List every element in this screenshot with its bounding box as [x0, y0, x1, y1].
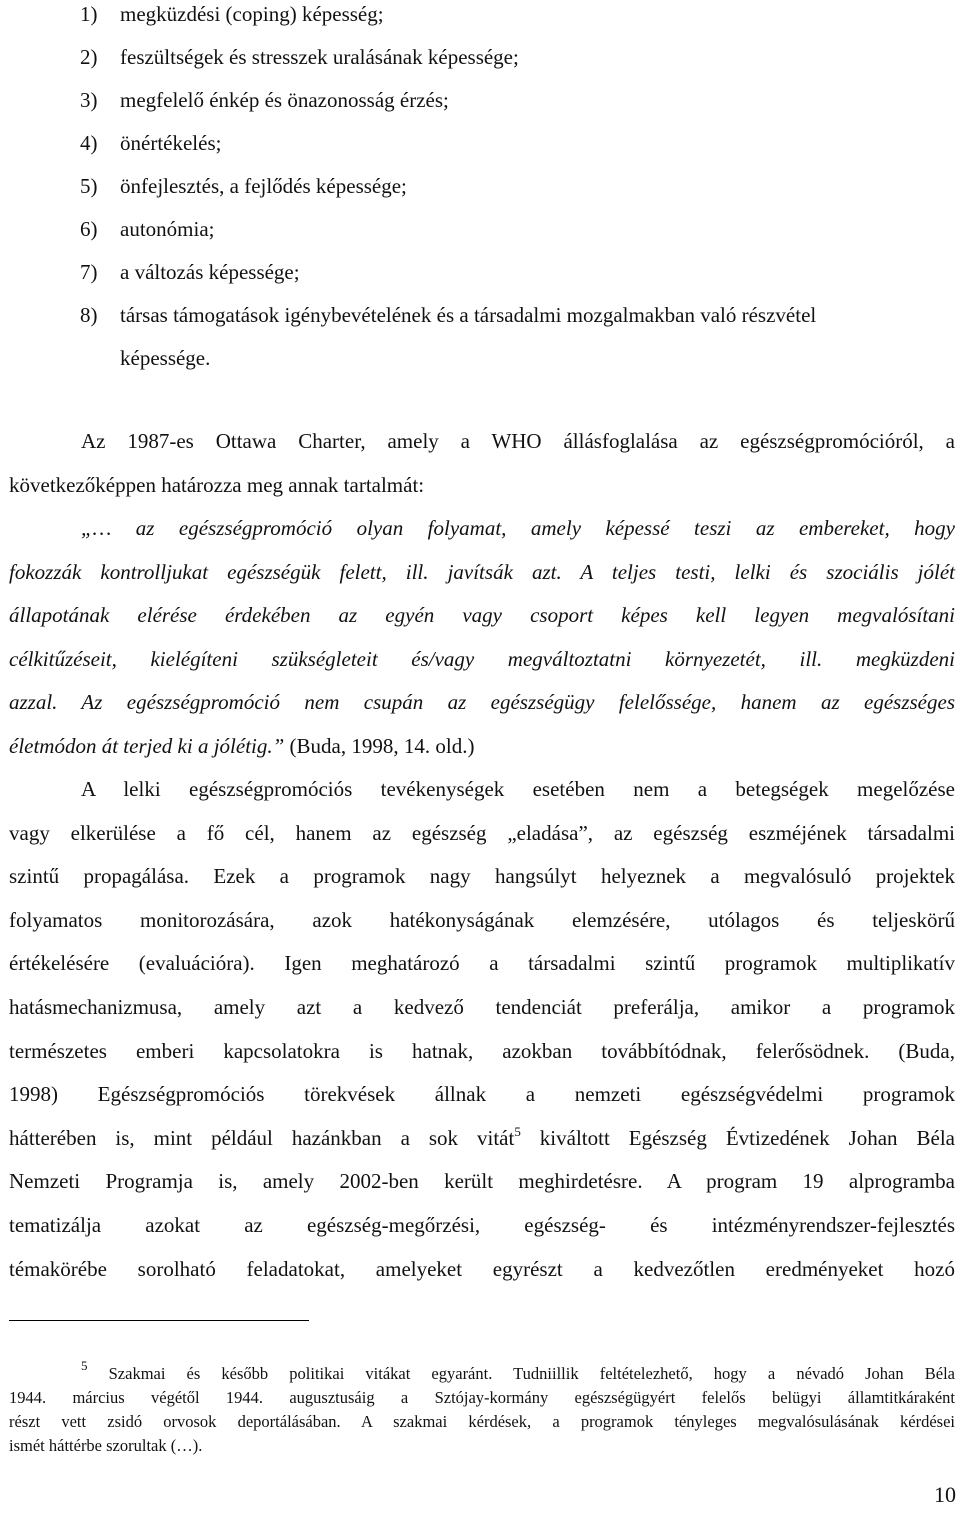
footnote-number: 5	[81, 1358, 88, 1373]
page-number: 10	[934, 1482, 956, 1507]
list-item: 5) önfejlesztés, a fejlődés képessége;	[80, 174, 407, 198]
paragraph-ottawa-charter: Az 1987-es Ottawa Charter, amely a WHO állásfoglalása az egészségpromócióról, a következőképpen határozza meg annak tartalmát:	[9, 429, 955, 497]
list-item: 8) társas támogatások igénybevételének és a társadalmi mozgalmakban való részvétel	[80, 303, 817, 327]
list-item-continuation: képessége.	[120, 346, 211, 370]
list-item: 2) feszültségek és stresszek uralásának képessége;	[80, 45, 519, 69]
list-item: 1) megküzdési (coping) képesség;	[80, 2, 384, 26]
list-item: 3) megfelelő énkép és önazonosság érzés;	[80, 88, 449, 112]
list-item: 7) a változás képessége;	[80, 260, 300, 284]
list-item: 6) autonómia;	[80, 217, 215, 241]
paragraph-mental-health-promotion: A lelki egészségpromóciós tevékenységek esetében nem a betegségek megelőzése vagy elkerülése a fő cél, hanem az egészség „eladása”, az egészség eszméjének társadalmi szintű propagálása. Ezek a programok nagy hangsúlyt helyeznek a megvalósuló projektek folyamatos monitorozására, azok hatékonyságának elemzésére, utólagos és teljeskörű értékelésére (evaluációra). Igen meghatározó a társadalmi szintű programok multiplikatív hatásmechanizmusa, amely azt a kedvező tendenciát preferálja, amikor a programok természetes emberi kapcsolatokra is hatnak, azokban továbbítódnak, felerősödnek. (Buda, 1998) Egészségpromóciós törekvések állnak a nemzeti egészségvédelmi programok hátterében is, mint például hazánkban a sok vitát$^5$ kiváltott Egészség Évtizedének Johan Béla Nemzeti Programja is, amely 2002-ben került meghirdetésre. A program 19 alprogramba tematizálja azokat az egészség-megőrzési, egészség- és intézményrendszer-fejlesztés témakörébe sorolható feladatokat, amelyeket egyrészt a kedvezőtlen eredményeket hozó	[9, 777, 955, 1281]
footnote: $^5$ Szakmai és később politikai vitákat egyaránt. Tudniillik feltételezhető, hogy a névadó Johan Béla 1944. március végétől 1944. augusztusáig a Sztójay-kormány egészségügyért felelős belügyi államtitkáraként részt vett zsidó orvosok deportálásában. A szakmai kérdések, a programok tényleges megvalósulásának kérdései ismét háttérbe szorultak (…).	[9, 1358, 955, 1455]
footnote-reference[interactable]: 5	[514, 1123, 521, 1139]
footnote-separator	[9, 1320, 309, 1321]
list-item: 4) önértékelés;	[80, 131, 222, 155]
quote-block: „… az egészségpromóció olyan folyamat, amely képessé teszi az embereket, hogy fokozzák kontrolljukat egészségük felett, ill. javítsák azt. A teljes testi, lelki és szociális jólét állapotának elérése érdekében az egyén vagy csoport képes kell legyen megvalósítani célkitűzéseit, kielégíteni szükségleteit és/vagy megváltoztatni környezetét, ill. megküzdeni azzal. Az egészségpromóció nem csupán az egészségügy felelőssége, hanem az egészséges életmódon át terjed ki a jólétig.” (Buda, 1998, 14. old.)	[9, 516, 955, 758]
